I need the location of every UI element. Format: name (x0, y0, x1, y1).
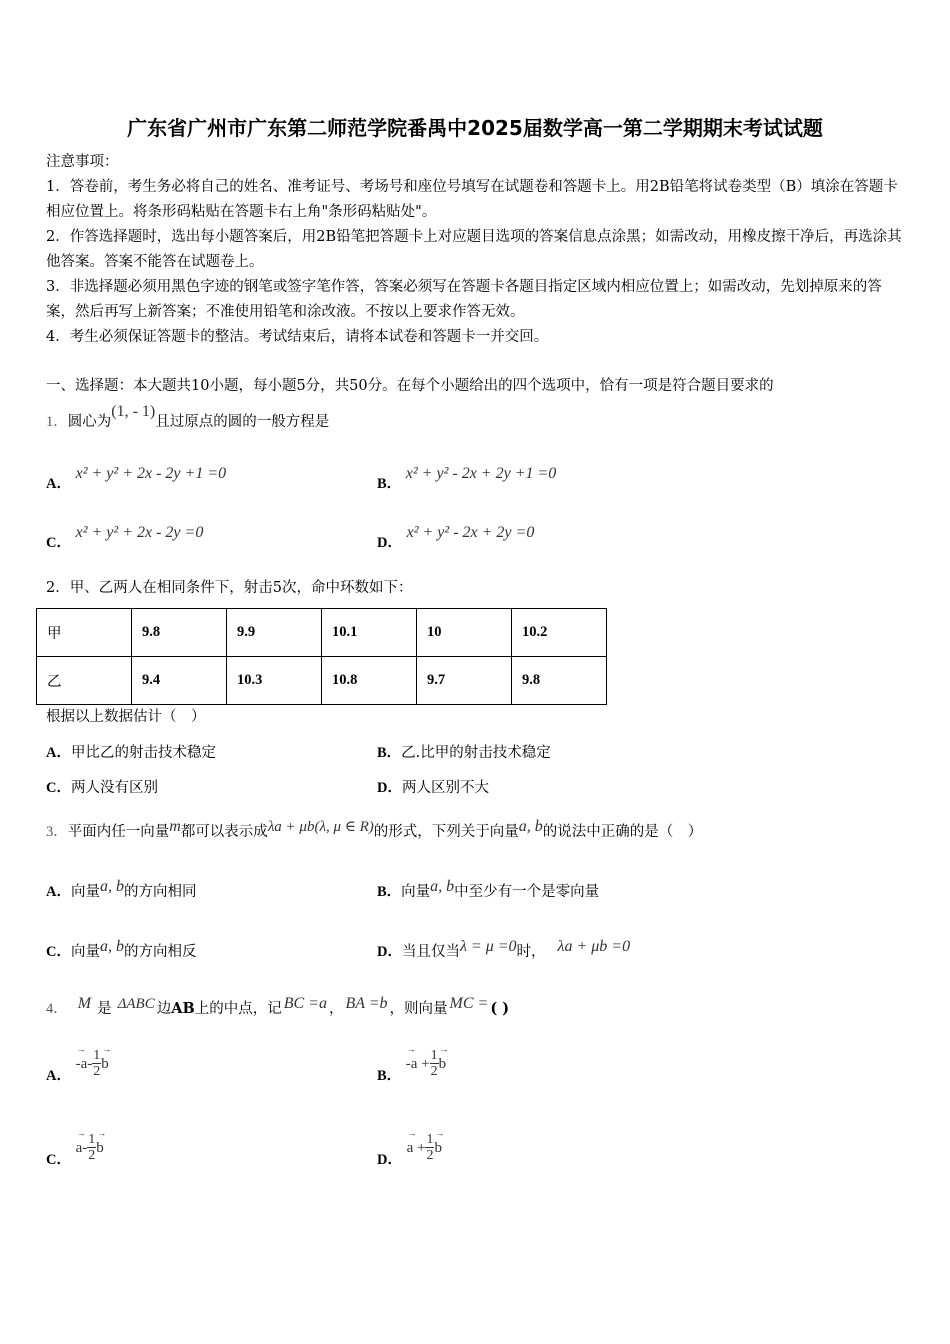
q2-d-label: D． (377, 780, 402, 796)
q3-option-b[interactable] (377, 880, 599, 901)
table-row (37, 609, 607, 657)
table-cell: 10.3 (227, 657, 322, 705)
q2-question: 根据以上数据估计（ ） (46, 709, 206, 725)
q1-c-label: C． (46, 535, 71, 551)
q1-d-label: D． (377, 535, 402, 551)
q4-d-fraction (425, 1132, 434, 1163)
q3-c-post: 的方向相反 (123, 944, 197, 960)
q3-a-ab: a, b (99, 878, 124, 895)
q4-option-a[interactable] (46, 1048, 109, 1084)
q4-bc: BC =a (283, 995, 327, 1012)
q4-triangle: ΔABC (117, 996, 155, 1012)
q1-c-expr: x² + y² + 2x - 2y =0 (75, 524, 204, 541)
q4-a-label: A． (46, 1067, 71, 1084)
q3-a-label: A． (46, 884, 71, 900)
fraction-denominator: 2 (93, 1064, 101, 1079)
q4-ba: BA =b (345, 995, 388, 1012)
q3-d-label: D． (377, 944, 402, 960)
q3-d-pre: 当且仅当 (401, 944, 460, 960)
q4-text-3: 上的中点，记 (194, 1001, 282, 1017)
q2-option-d[interactable] (377, 776, 489, 797)
q3-c-label: C． (46, 944, 71, 960)
q3-text-3: 的形式，下列关于向量 (373, 824, 519, 840)
q3-m: m (169, 818, 181, 835)
page-title: 广东省广州市广东第二师范学院番禺中2025届数学高一第二学期期末考试试题 (127, 116, 823, 140)
table-cell: 甲 (37, 609, 132, 657)
q3-b-post: 中至少有一个是零向量 (454, 884, 600, 900)
q3-d-mid: 时， (516, 944, 546, 960)
q4-paren: ( ) (490, 1000, 510, 1017)
notice-heading: 注意事项： (46, 154, 119, 170)
q1-text-pre: 圆心为 (67, 414, 112, 430)
table-cell: 9.4 (132, 657, 227, 705)
q4-b-pre: → -a + (406, 1056, 430, 1073)
fraction-numerator: 1 (426, 1132, 434, 1147)
q2-a-label: A． (46, 745, 71, 761)
q1-option-a[interactable] (46, 462, 227, 492)
q3-option-c[interactable] (46, 940, 196, 961)
q3-a-pre: 向量 (70, 884, 100, 900)
q2-b-text: 乙.比甲的射击技术稳定 (401, 745, 551, 761)
q4-a-pre: → -a- (76, 1056, 93, 1073)
q1-center: (1, - 1) (111, 403, 156, 420)
q3-expr: λa + μb(λ, μ ∈ R) (267, 819, 374, 835)
q4-m: M (77, 995, 92, 1012)
q3-d-expr: λa + μb =0 (557, 938, 631, 955)
fraction-denominator: 2 (430, 1064, 438, 1079)
q3-d-cond: λ = μ =0 (459, 938, 517, 955)
q3-c-ab: a, b (99, 938, 124, 955)
fraction-numerator: 1 (430, 1048, 438, 1063)
q1-text-post: 且过原点的圆的一般方程是 (155, 414, 330, 430)
q3-text-4: 的说法中正确的是（ ） (542, 824, 703, 840)
q4-number: 4． (46, 1001, 68, 1017)
q4-c-fraction (87, 1132, 96, 1163)
table-cell: 乙 (37, 657, 132, 705)
q3-a-post: 的方向相同 (123, 884, 197, 900)
q2-a-text: 甲比乙的射击技术稳定 (70, 745, 216, 761)
fraction-numerator: 1 (88, 1132, 96, 1147)
q4-comma: ， (328, 1001, 344, 1017)
q3-option-a[interactable] (46, 880, 196, 901)
q4-c-vector: → b (96, 1140, 104, 1157)
q4-text-4: ，则向量 (389, 1001, 448, 1017)
q4-d-vector: → b (434, 1140, 442, 1157)
q4-c-pre: → a- (76, 1140, 88, 1157)
q3-text-1: 平面内任一向量 (67, 824, 170, 840)
q4-option-d[interactable] (377, 1132, 442, 1168)
q1-option-d[interactable] (377, 521, 535, 551)
fraction-denominator: 2 (426, 1148, 434, 1163)
table-row (37, 657, 607, 705)
q1-a-expr: x² + y² + 2x - 2y +1 =0 (75, 465, 227, 482)
section-heading: 一、选择题：本大题共10小题，每小题5分，共50分。在每个小题给出的四个选项中，恰有一项是符合题目要求的 (46, 378, 774, 394)
question-2: 2．甲、乙两人在相同条件下，射击5次，命中环数如下： (46, 580, 413, 596)
q3-c-pre: 向量 (70, 944, 100, 960)
q1-option-c[interactable] (46, 521, 204, 551)
fraction-denominator: 2 (88, 1148, 96, 1163)
q3-option-d[interactable] (377, 940, 630, 961)
q4-a-vector: → b (101, 1056, 109, 1073)
q3-b-pre: 向量 (401, 884, 431, 900)
q1-option-b[interactable] (377, 462, 557, 492)
q4-ab: AB (171, 1000, 195, 1017)
q2-option-b[interactable] (377, 741, 551, 762)
q1-number: 1． (46, 414, 68, 430)
q1-b-expr: x² + y² - 2x + 2y +1 =0 (405, 465, 557, 482)
q3-b-label: B． (377, 884, 402, 900)
q4-d-label: D． (377, 1151, 402, 1168)
q2-option-c[interactable] (46, 776, 158, 797)
q4-d-pre: → a + (407, 1140, 426, 1157)
q4-c-label: C． (46, 1151, 71, 1168)
q4-b-vector: → b (439, 1056, 447, 1073)
question-3 (46, 818, 703, 842)
q1-a-label: A． (46, 476, 71, 492)
q4-mc: MC = (449, 995, 489, 1012)
q2-option-a[interactable] (46, 741, 216, 762)
score-table (36, 608, 607, 705)
q2-b-label: B． (377, 745, 402, 761)
q2-c-label: C． (46, 780, 71, 796)
notice-item-1: 1．答卷前，考生务必将自己的姓名、准考证号、考场号和座位号填写在试题卷和答题卡上。用2B铅笔将试卷类型（B）填涂在答题卡相应位置上。将条形码粘贴在答题卡右上角"条形码粘贴处"。 (46, 179, 898, 220)
table-cell: 9.8 (512, 657, 607, 705)
q3-b-ab: a, b (430, 878, 455, 895)
notice-item-2: 2．作答选择题时，选出每小题答案后，用2B铅笔把答题卡上对应题目选项的答案信息点涂黑；如需改动，用橡皮擦干净后，再选涂其他答案。答案不能答在试题卷上。 (46, 229, 902, 270)
q1-b-label: B． (377, 476, 402, 492)
q4-text-2: 边 (156, 1001, 172, 1017)
notice-item-4: 4．考生必须保证答题卡的整洁。考试结束后，请将本试卷和答题卡一并交回。 (46, 329, 549, 345)
q2-c-text: 两人没有区别 (70, 780, 158, 796)
q4-text-1: 是 (97, 1001, 112, 1017)
question-4 (46, 995, 510, 1019)
q2-d-text: 两人区别不大 (401, 780, 489, 796)
question-1 (46, 403, 330, 432)
q4-option-c[interactable] (46, 1132, 104, 1168)
fraction-numerator: 1 (93, 1048, 101, 1063)
table-cell: 9.8 (132, 609, 227, 657)
table-cell: 10.2 (512, 609, 607, 657)
table-cell: 10 (417, 609, 512, 657)
q3-number: 3． (46, 824, 68, 840)
q4-b-label: B． (377, 1067, 402, 1084)
table-cell: 10.1 (322, 609, 417, 657)
q3-text-2: 都可以表示成 (180, 824, 268, 840)
q4-option-b[interactable] (377, 1048, 447, 1084)
notice-item-3: 3．非选择题必须用黑色字迹的钢笔或签字笔作答，答案必须写在答题卡各题目指定区域内相应位置上；如需改动，先划掉原来的答案，然后再写上新答案；不准使用铅笔和涂改液。不按以上要求作答无效。 (46, 279, 882, 320)
q1-d-expr: x² + y² - 2x + 2y =0 (406, 524, 535, 541)
table-cell: 9.7 (417, 657, 512, 705)
q3-ab: a, b (518, 818, 543, 835)
table-cell: 9.9 (227, 609, 322, 657)
table-cell: 10.8 (322, 657, 417, 705)
q4-a-fraction (92, 1048, 101, 1079)
q4-b-fraction (430, 1048, 439, 1079)
